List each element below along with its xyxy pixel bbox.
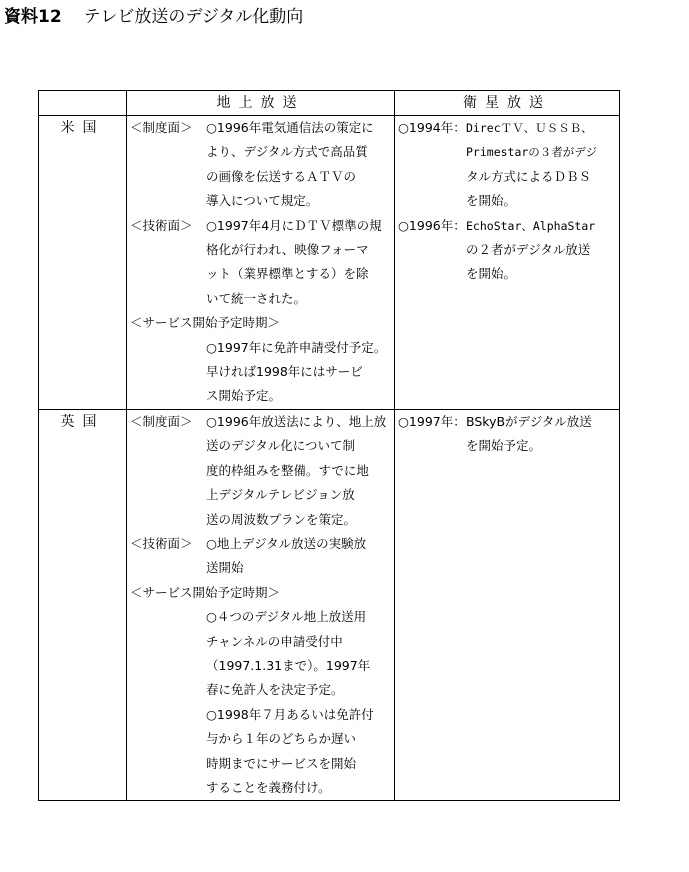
header-terrestrial: 地上放送 xyxy=(127,91,395,116)
document-title xyxy=(4,2,303,26)
uk-seido-line: ○1996年放送法により、地上放 xyxy=(206,413,387,429)
usa-gijutsu-line: いて統一された。 xyxy=(206,290,307,306)
usa-sat-entry-1996 xyxy=(398,214,619,287)
usa-seido-line: より、デジタル方式で高品質 xyxy=(206,144,368,160)
uk-service-line: ○1998年７月あるいは免許付 xyxy=(206,706,374,722)
usa-gijutsu-label: ＜技術面＞ xyxy=(130,217,193,233)
uk-satellite-cell xyxy=(395,409,620,801)
usa-service-line: 早ければ1998年にはサービ xyxy=(206,364,363,380)
usa-sat-line: EchoStar、AlphaStar xyxy=(466,218,596,233)
uk-sat-line: BSkyBがデジタル放送 xyxy=(466,413,592,429)
usa-sat-line: の２者がデジタル放送 xyxy=(466,242,591,258)
uk-service-line: することを義務付け。 xyxy=(206,779,331,795)
uk-seido-line: 送の周波数プランを策定。 xyxy=(206,511,357,527)
usa-gijutsu-entry xyxy=(130,214,394,312)
uk-service-entry-a xyxy=(130,605,394,703)
usa-gijutsu-line: 格化が行われ、映像フォーマ xyxy=(206,242,369,258)
usa-gijutsu-line: ○1997年4月にＤＴＶ標準の規 xyxy=(206,217,382,233)
usa-seido-line: の画像を伝送するＡＴＶの xyxy=(206,168,357,184)
uk-service-entry-b xyxy=(130,703,394,801)
digitalization-table xyxy=(38,90,620,801)
usa-gijutsu-line: ット（業界標準とする）を除 xyxy=(206,266,369,282)
usa-seido-line: 導入について規定。 xyxy=(206,193,319,209)
uk-service-line: （1997.1.31まで）。1997年 xyxy=(206,657,371,673)
usa-sat-line: Primestarの３者がデジ xyxy=(466,145,598,160)
usa-seido-entry xyxy=(130,116,394,214)
usa-sat-line: タル方式によるＤＢＳ xyxy=(466,168,592,184)
usa-satellite-cell xyxy=(395,116,620,410)
uk-sat-line: を開始予定。 xyxy=(466,438,542,454)
usa-seido-label: ＜制度面＞ xyxy=(130,120,193,135)
document-heading: テレビ放送のデジタル化動向 xyxy=(83,7,304,27)
usa-service-line: ス開始予定。 xyxy=(206,388,282,404)
uk-service-line: チャンネルの申請受付中 xyxy=(206,633,343,649)
document-number: 資料12 xyxy=(4,7,62,27)
header-satellite: 衛星放送 xyxy=(395,91,620,116)
header-row xyxy=(39,91,620,116)
uk-service-line: 時期までにサービスを開始 xyxy=(206,755,357,771)
usa-service-label: ＜サービス開始予定時期＞ xyxy=(130,315,281,331)
uk-service-line: 与から１年のどちらか遅い xyxy=(206,731,357,747)
header-blank xyxy=(39,91,127,116)
uk-seido-line: 送のデジタル化について制 xyxy=(206,438,356,454)
uk-gijutsu-label: ＜技術面＞ xyxy=(130,535,193,551)
country-usa: 米国 xyxy=(39,116,127,410)
uk-gijutsu-line: ○地上デジタル放送の実験放 xyxy=(206,535,367,551)
country-uk: 英国 xyxy=(39,409,127,801)
table-row-uk xyxy=(39,409,620,801)
uk-seido-label: ＜制度面＞ xyxy=(130,413,193,429)
uk-gijutsu-line: 送開始 xyxy=(206,560,244,576)
uk-sat-entry-1997 xyxy=(398,410,619,459)
usa-sat-line: DirecＴＶ、ＵＳＳＢ、 xyxy=(466,121,593,135)
table-row-usa xyxy=(39,116,620,410)
usa-sat-line: を開始。 xyxy=(466,193,517,209)
uk-gijutsu-entry xyxy=(130,532,394,581)
uk-service-line: ○４つのデジタル地上放送用 xyxy=(206,609,367,625)
uk-terrestrial-cell xyxy=(127,409,395,801)
usa-sat-entry-1994 xyxy=(398,116,619,214)
uk-seido-line: 上デジタルテレビジョン放 xyxy=(206,487,355,503)
usa-seido-line: ○1996年電気通信法の策定に xyxy=(206,120,374,135)
uk-seido-line: 度的枠組みを整備。すでに地 xyxy=(206,462,369,478)
uk-service-label: ＜サービス開始予定時期＞ xyxy=(130,584,281,600)
uk-sat-year: ○1997年： xyxy=(398,413,466,429)
usa-sat-year: ○1996年： xyxy=(398,217,466,233)
usa-sat-line: を開始。 xyxy=(466,266,517,282)
usa-terrestrial-cell xyxy=(127,116,395,410)
usa-sat-year: ○1994年： xyxy=(398,120,466,135)
usa-service-entry xyxy=(130,336,394,409)
uk-seido-entry xyxy=(130,410,394,532)
uk-service-line: 春に免許人を決定予定。 xyxy=(206,682,344,698)
usa-service-line: ○1997年に免許申請受付予定。 xyxy=(206,339,387,355)
